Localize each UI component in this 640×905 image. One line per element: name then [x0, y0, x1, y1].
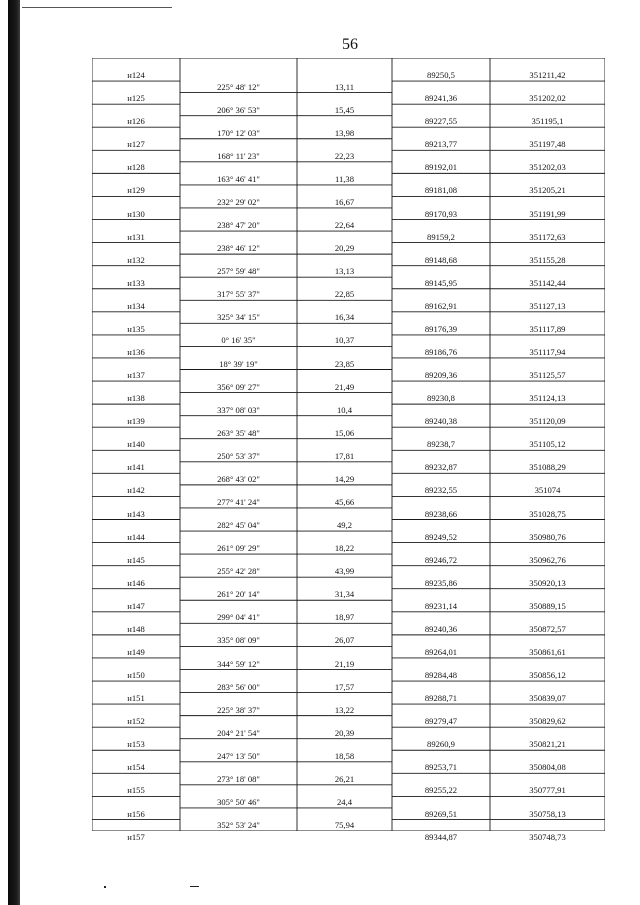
point-name-cell: н131	[127, 231, 145, 242]
point-name-cell: н146	[127, 578, 145, 588]
binding-edge	[8, 0, 20, 905]
x-coordinate-cell: 89148,68	[424, 255, 458, 265]
bearing-cell: 255° 42' 28"	[217, 566, 260, 576]
distance-cell: 20,39	[334, 728, 355, 738]
distance-cell: 22,85	[334, 289, 355, 299]
distance-cell: 16,67	[334, 197, 355, 207]
bearing-cell: 344° 59' 12"	[217, 658, 260, 669]
point-name-cell: н142	[127, 485, 145, 495]
distance-cell: 15,45	[334, 105, 355, 115]
x-coordinate-cell: 89162,91	[424, 301, 458, 311]
bearing-cell: 238° 47' 20"	[217, 220, 260, 230]
distance-cell: 17,57	[334, 681, 355, 692]
point-name-cell: н130	[127, 208, 145, 219]
distance-cell: 18,58	[334, 751, 355, 761]
point-name-cell: н125	[127, 93, 145, 103]
y-coordinate-cell: 351142,44	[529, 278, 566, 288]
point-name-cell: н139	[127, 416, 145, 426]
bearing-cell: 238° 46' 12"	[217, 243, 260, 253]
distance-cell: 22,64	[334, 220, 355, 230]
x-coordinate-cell: 89145,95	[424, 278, 458, 288]
y-coordinate-cell: 350758,13	[529, 808, 566, 819]
point-name-cell: н124	[127, 70, 145, 80]
bearing-cell: 250° 53' 37"	[217, 451, 260, 461]
bearing-cell: 225° 38' 37"	[217, 704, 260, 715]
y-coordinate-cell: 350777,91	[529, 785, 566, 795]
distance-cell: 22,23	[334, 151, 355, 161]
page-number: 56	[342, 36, 358, 53]
distance-cell: 21,19	[334, 658, 355, 669]
y-coordinate-cell: 351202,02	[529, 93, 566, 103]
point-name-cell: н147	[127, 601, 145, 611]
distance-cell: 21,49	[334, 381, 355, 392]
distance-cell: 11,38	[334, 174, 355, 184]
distance-cell: 10,37	[334, 335, 355, 345]
point-name-cell: н128	[127, 162, 145, 172]
y-coordinate-cell: 351125,57	[529, 370, 566, 380]
distance-cell: 49,2	[336, 520, 353, 530]
bearing-cell: 163° 46' 41"	[217, 174, 260, 184]
x-coordinate-cell: 89176,39	[424, 324, 458, 334]
x-coordinate-cell: 89227,55	[424, 116, 458, 126]
x-coordinate-cell: 89264,01	[424, 647, 458, 657]
y-coordinate-cell: 350872,57	[529, 624, 566, 634]
bearing-cell: 277° 41' 24"	[217, 497, 260, 507]
bearing-cell: 263° 35' 48"	[217, 428, 260, 438]
bearing-cell: 225° 48' 12"	[217, 81, 260, 92]
x-coordinate-cell: 89170,93	[424, 208, 458, 219]
y-coordinate-cell: 351197,48	[529, 139, 566, 149]
y-coordinate-cell: 350748,73	[529, 831, 566, 842]
distance-cell: 13,11	[334, 81, 355, 92]
bearing-cell: 170° 12' 03"	[217, 128, 260, 138]
distance-cell: 13,98	[334, 128, 355, 138]
x-coordinate-cell: 89240,38	[424, 416, 458, 426]
x-coordinate-cell: 89253,71	[424, 762, 458, 772]
bearing-cell: 317° 55' 37"	[217, 289, 260, 299]
x-coordinate-cell: 89246,72	[424, 554, 458, 565]
point-name-cell: н151	[127, 693, 145, 703]
x-coordinate-cell: 89235,86	[424, 578, 458, 588]
x-coordinate-cell: 89249,52	[424, 531, 458, 542]
point-name-cell: н127	[127, 139, 145, 149]
x-coordinate-cell: 89213,77	[424, 139, 458, 149]
y-coordinate-cell: 350920,13	[529, 578, 566, 588]
y-coordinate-cell: 351105,12	[529, 439, 566, 449]
point-name-cell: н141	[127, 462, 145, 472]
y-coordinate-cell: 351117,89	[529, 324, 566, 334]
x-coordinate-cell: 89240,36	[424, 624, 458, 634]
y-coordinate-cell: 351205,21	[529, 185, 566, 195]
coordinates-table	[92, 58, 605, 842]
top-rule-line	[22, 7, 172, 8]
distance-cell: 45,66	[334, 497, 355, 507]
x-coordinate-cell: 89238,7	[427, 439, 455, 449]
point-name-cell: н143	[127, 508, 145, 519]
distance-cell: 75,94	[334, 820, 355, 830]
x-coordinate-cell: 89186,76	[424, 347, 458, 357]
point-name-cell: н154	[127, 762, 145, 772]
bearing-cell: 299° 04' 41"	[217, 612, 260, 622]
point-name-cell: н132	[127, 255, 145, 265]
y-coordinate-cell: 351127,13	[529, 301, 566, 311]
x-coordinate-cell: 89238,66	[424, 508, 458, 519]
x-coordinate-cell: 89232,55	[424, 485, 458, 495]
distance-cell: 26,07	[334, 635, 355, 645]
y-coordinate-cell: 350962,76	[529, 554, 566, 565]
point-name-cell: н148	[127, 624, 145, 634]
y-coordinate-cell: 351211,42	[529, 70, 566, 80]
x-coordinate-cell: 89181,08	[424, 185, 458, 195]
y-coordinate-cell: 351028,75	[529, 508, 566, 519]
distance-cell: 13,13	[334, 266, 355, 276]
x-coordinate-cell: 89344,87	[424, 831, 458, 842]
distance-cell: 26,21	[334, 774, 355, 784]
x-coordinate-cell: 89241,36	[424, 93, 458, 103]
point-name-cell: н129	[127, 185, 145, 195]
bearing-cell: 305° 50' 46"	[217, 797, 260, 807]
y-coordinate-cell: 351155,28	[529, 255, 566, 265]
y-coordinate-cell: 351202,03	[529, 162, 566, 172]
y-coordinate-cell: 350861,61	[529, 647, 566, 657]
distance-cell: 18,97	[334, 612, 355, 622]
y-coordinate-cell: 351120,09	[529, 416, 566, 426]
scan-speck	[104, 886, 106, 888]
distance-cell: 43,99	[334, 566, 355, 576]
distance-cell: 18,22	[334, 543, 355, 553]
y-coordinate-cell: 351124,13	[529, 393, 566, 403]
point-name-cell: н157	[127, 831, 145, 842]
y-coordinate-cell: 351088,29	[529, 462, 566, 472]
y-coordinate-cell: 350980,76	[529, 531, 566, 542]
point-name-cell: н150	[127, 670, 145, 680]
bearing-cell: 283° 56' 00"	[217, 681, 260, 692]
y-coordinate-cell: 351195,1	[531, 116, 564, 126]
x-coordinate-cell: 89279,47	[424, 716, 458, 726]
point-name-cell: н134	[127, 301, 145, 311]
x-coordinate-cell: 89284,48	[424, 670, 458, 680]
x-coordinate-cell: 89230,8	[427, 393, 455, 403]
y-coordinate-cell: 350804,08	[529, 762, 566, 772]
x-coordinate-cell: 89269,51	[424, 808, 458, 819]
point-name-cell: н152	[127, 716, 145, 726]
point-name-cell: н133	[127, 278, 145, 288]
bearing-cell: 0° 16' 35"	[221, 335, 256, 345]
bearing-cell: 232° 29' 02"	[217, 197, 260, 207]
point-name-cell: н144	[127, 531, 145, 542]
point-name-cell: н140	[127, 439, 145, 449]
bearing-cell: 18° 39' 19"	[219, 358, 258, 369]
x-coordinate-cell: 89288,71	[424, 693, 458, 703]
x-coordinate-cell: 89231,14	[424, 601, 458, 611]
bearing-cell: 168° 11' 23"	[217, 151, 260, 161]
bearing-cell: 325° 34' 15"	[217, 312, 260, 322]
bearing-cell: 257° 59' 48"	[217, 266, 260, 276]
x-coordinate-cell: 89260,9	[427, 739, 455, 749]
bearing-cell: 206° 36' 53"	[217, 105, 260, 115]
distance-cell: 15,06	[334, 428, 355, 438]
distance-cell: 17,81	[334, 451, 355, 461]
bearing-cell: 204° 21' 54"	[217, 728, 260, 738]
distance-cell: 24,4	[336, 797, 353, 807]
y-coordinate-cell: 351191,99	[529, 208, 566, 219]
bearing-cell: 356° 09' 27"	[217, 381, 260, 392]
point-name-cell: н156	[127, 808, 145, 819]
bearing-cell: 352° 53' 24"	[217, 820, 260, 830]
x-coordinate-cell: 89232,87	[424, 462, 458, 472]
distance-cell: 10,4	[336, 405, 353, 415]
point-name-cell: н138	[127, 393, 145, 403]
distance-cell: 14,29	[334, 474, 355, 484]
bearing-cell: 261° 20' 14"	[217, 589, 260, 599]
bearing-cell: 282° 45' 04"	[217, 520, 260, 530]
x-coordinate-cell: 89250,5	[427, 70, 455, 80]
y-coordinate-cell: 351117,94	[529, 347, 566, 357]
point-name-cell: н145	[127, 554, 145, 565]
y-coordinate-cell: 351172,63	[529, 231, 566, 242]
point-name-cell: н126	[127, 116, 145, 126]
y-coordinate-cell: 350889,15	[529, 601, 566, 611]
scan-dash	[190, 886, 199, 887]
point-name-cell: н135	[127, 324, 145, 334]
point-name-cell: н153	[127, 739, 145, 749]
distance-cell: 31,34	[334, 589, 355, 599]
distance-cell: 13,22	[334, 704, 355, 715]
point-name-cell: н149	[127, 647, 145, 657]
distance-cell: 20,29	[334, 243, 355, 253]
x-coordinate-cell: 89209,36	[424, 370, 458, 380]
bearing-cell: 273° 18' 08"	[217, 774, 260, 784]
point-name-cell: н137	[127, 370, 145, 380]
y-coordinate-cell: 351074	[534, 485, 561, 495]
bearing-cell: 335° 08' 09"	[217, 635, 260, 645]
y-coordinate-cell: 350856,12	[529, 670, 566, 680]
point-name-cell: н155	[127, 785, 145, 795]
y-coordinate-cell: 350839,07	[529, 693, 566, 703]
bearing-cell: 247° 13' 50"	[217, 751, 260, 761]
y-coordinate-cell: 350829,62	[529, 716, 566, 726]
distance-cell: 16,34	[334, 312, 355, 322]
bearing-cell: 337° 08' 03"	[217, 405, 260, 415]
distance-cell: 23,85	[334, 358, 355, 369]
bearing-cell: 261° 09' 29"	[217, 543, 260, 553]
point-name-cell: н136	[127, 347, 145, 357]
x-coordinate-cell: 89159,2	[427, 231, 455, 242]
y-coordinate-cell: 350821,21	[529, 739, 566, 749]
x-coordinate-cell: 89255,22	[424, 785, 458, 795]
x-coordinate-cell: 89192,01	[424, 162, 458, 172]
bearing-cell: 268° 43' 02"	[217, 474, 260, 484]
